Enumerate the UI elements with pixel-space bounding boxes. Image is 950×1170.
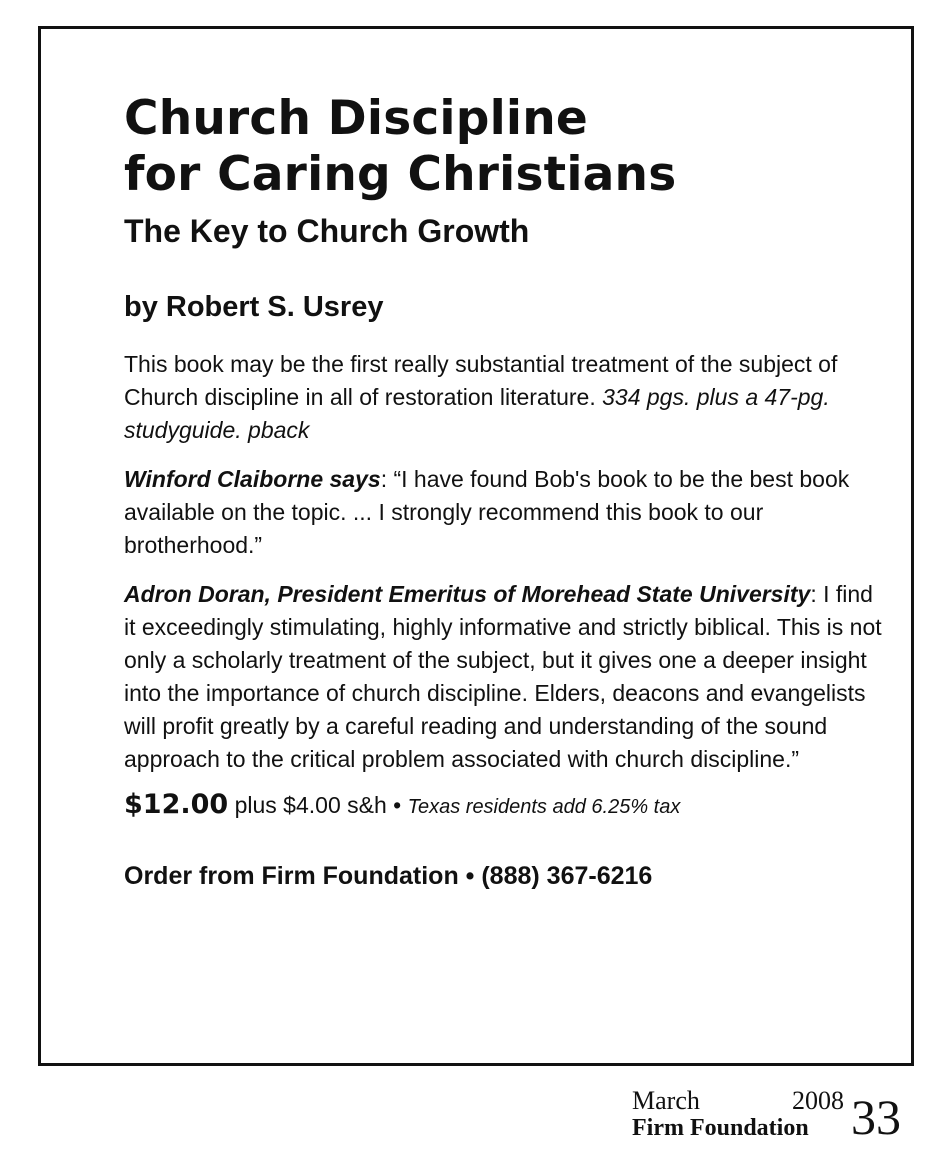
testimonial-quote: I find it exceedingly stimulating, highly informative and strictly biblical. This is not only a scholarly treatment of the subject, but it gives one a deeper insight into the importance of church discipline. Elders, deacons and evangelists will profit greatly by a careful reading and understanding of the sound approach to the critical problem associated with church discipline.” [124,580,882,772]
book-details: 334 pgs. plus a 47-pg. studyguide. pback [124,383,830,443]
book-title-line-1: Church Discipline [124,91,588,146]
issue-month: March [632,1086,700,1115]
testimonial-speaker: Winford Claiborne says [124,465,381,492]
testimonial-separator: : [380,465,388,492]
price-line [124,788,884,824]
tax-note: Texas residents add 6.25% tax [407,795,681,818]
testimonial-separator: : [810,580,817,607]
shipping-cost: plus $4.00 s&h • [228,791,408,818]
order-info: Order from Firm Foundation • (888) 367-6216 [124,861,653,890]
book-subtitle: The Key to Church Growth [124,212,530,249]
page-number: 33 [851,1089,901,1145]
book-price: $12.00 [124,788,229,820]
description-text: This book may be the first really substantial treatment of the subject of Church discipline in all of restoration literature. [124,350,838,410]
publication-name: Firm Foundation [632,1115,809,1141]
issue-date [632,1088,844,1114]
issue-year: 2008 [792,1086,844,1115]
advertisement-box [38,26,914,1066]
testimonial-claiborne [124,463,884,562]
book-title [124,91,884,204]
book-title-line-2: for Caring Christians [124,147,677,203]
book-author: by Robert S. Usrey [124,291,384,324]
advertisement-content [124,91,884,891]
testimonial-quote: “I have found Bob's book to be the best book available on the topic. ... I strongly recommend this book to our brotherhood.” [124,465,850,558]
testimonial-doran [124,578,884,776]
book-description [124,348,884,447]
issue-info [632,1088,844,1142]
testimonial-speaker: Adron Doran, President Emeritus of Morehead State University [124,580,811,607]
